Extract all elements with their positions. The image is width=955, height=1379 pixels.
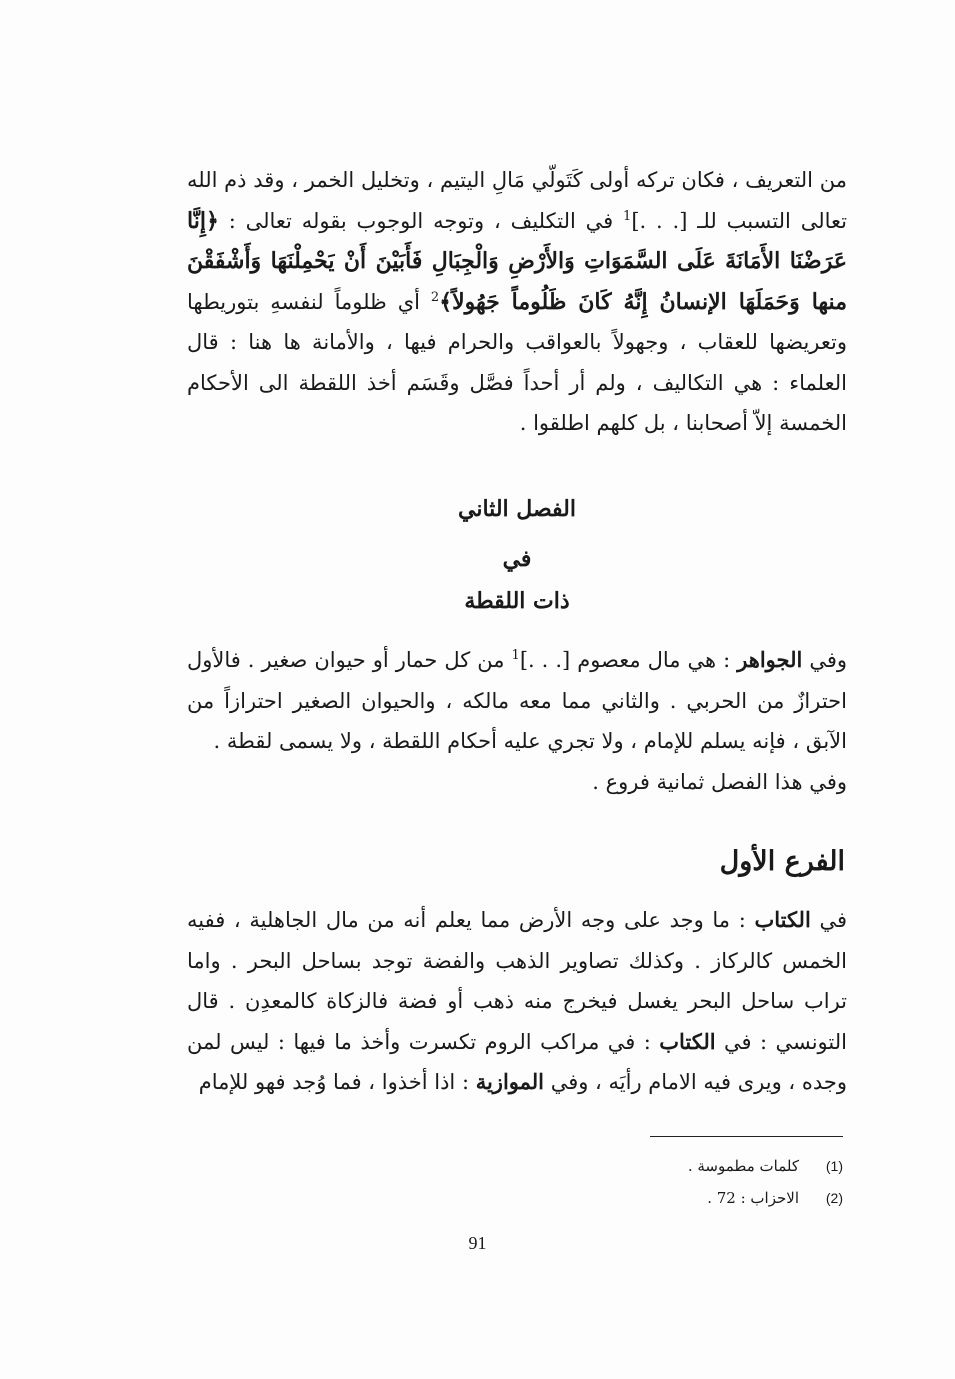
footnote-text: كلمات مطموسة . [687,1157,799,1175]
definition-text-mid: : هي مال معصوم [. . .] [519,648,738,672]
source-term-mawaziya: الموازية [475,1069,545,1094]
branch-text-2: : في مراكب الروم تكسرت وأخذ ما فيها : ليس لمن وجده ، ويرى فيه الامام رأيَه ، وفي [187,1029,847,1094]
branch-text-1: : ما وجد على وجه الأرض مما يعلم أنه من مال الجاهلية ، ففيه الخمس كالركاز . وكذلك تصاوير الذهب والفضة توجد بساحل البحر . واما تراب ساحل البحر يغسل فيخرج منه ذهب أو فضة فالزكاة كالمعدِن . قال التونسي : في [187,908,847,1054]
footnote-ref-1: 1 [623,208,632,224]
source-term-kitab: الكتاب [754,907,811,932]
footnote-text: الاحزاب : 72 . [707,1189,799,1207]
intro-text-start: من التعريف ، فكان تركه أولى كَتَولّي مَالِ اليتيم ، وتخليل الخمر ، وقد ذم الله تعالى التسبب للـ [. . .] [187,168,847,233]
footnote-ref-1b: 1 [511,648,520,663]
footnote-item [443,1150,843,1182]
branches-count-paragraph: وفي هذا الفصل ثمانية فروع . [592,769,847,794]
intro-text-mid: في التكليف ، وتوجه الوجوب بقوله تعالى : [218,208,624,233]
intro-paragraph [187,160,847,444]
branch-text-start: في [810,908,847,932]
footnotes [443,1150,843,1214]
chapter-subject: ذات اللقطة [464,588,570,614]
chapter-title-preposition: في [502,546,532,572]
footnote-item [443,1182,843,1214]
source-term-kitab-2: الكتاب [659,1028,716,1054]
footnote-number: (2) [825,1190,843,1206]
footnote-divider [650,1136,843,1137]
definition-text-end: من كل حمار أو حيوان صغير . فالأول احترازٌ من الحربي . والثاني مما معه مالكه ، والحيوان الصغير احترازاً من الآبق ، فإنه يسلم للإمام ، ولا تجري عليه أحكام اللقطة ، ولا يسمى لقطة . [187,648,847,753]
branch-text-3: : اذا أخذوا ، فما وُجد فهو للإمام [198,1070,476,1094]
footnote-ref-2: 2 [430,289,440,305]
quran-verse: ﴿إِنَّا عَرَضْنَا الأَمَانَةَ عَلَى السَّمَوَاتِ وَالأَرْضِ وَالْجِبَالِ فَأَبَيْنَ أَنْ يَحْمِلْنَهَا وَأَشْفَقْنَ منها وَحَمَلَهَا الإنسانُ إِنَّهُ كَانَ ظَلُوماً جَهُولاً﴾ [187,207,847,315]
definition-paragraph [187,640,847,762]
chapter-paragraph [187,640,847,802]
chapter-title: الفصل الثاني [458,496,576,522]
branch-paragraph [187,900,847,1103]
page-number: 91 [468,1233,487,1253]
intro-text-end: أي ظلوماً لنفسهِ بتوريطها وتعريضها للعقاب ، وجهولاً بالعواقب والحرام فيها ، والأمانة ها هنا : قال العلماء : هي التكاليف ، ولم أر أحداً فصَّل وقَسَم أخذ اللقطة الى الأحكام الخمسة إلاّ أصحابنا ، بل كلهم اطلقوا . [187,289,847,435]
source-term-jawahir: الجواهر [737,647,803,672]
definition-text-start: وفي [802,648,848,672]
footnote-number: (1) [825,1158,843,1174]
branch-heading: الفرع الأول [719,846,845,877]
